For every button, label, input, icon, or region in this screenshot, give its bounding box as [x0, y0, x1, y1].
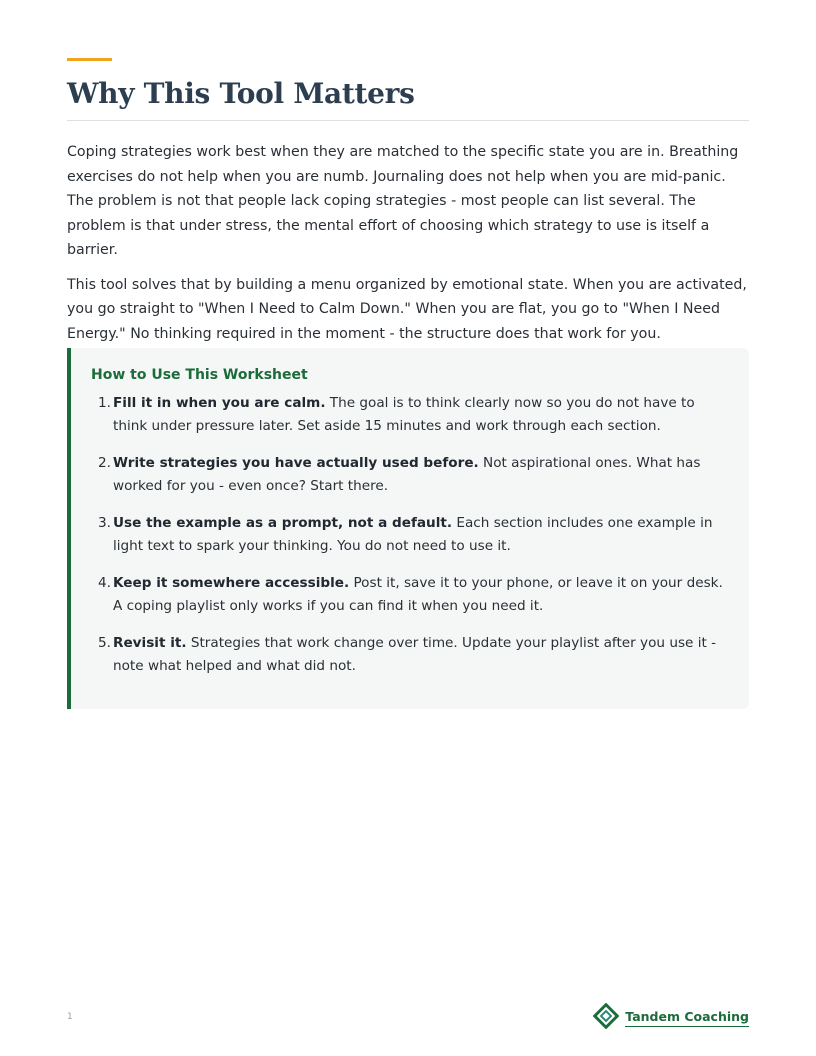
step-number: 3.	[98, 515, 111, 531]
step-text: Strategies that work change over time. Update your playlist after you use it - note what helped and what did not.	[113, 635, 717, 674]
step-content	[113, 572, 731, 618]
list-item	[91, 632, 731, 678]
step-text: Each section includes one example in light text to spark your thinking. You do not need to use it.	[113, 515, 713, 554]
diamond-logo-icon	[593, 1003, 619, 1033]
step-number: 2.	[98, 455, 111, 471]
page-number: 1	[67, 1012, 73, 1022]
list-item	[91, 512, 731, 558]
step-heading: Use the example as a prompt, not a default.	[113, 515, 453, 531]
list-item	[91, 392, 731, 438]
step-number: 1.	[98, 395, 111, 411]
intro-section	[67, 140, 749, 356]
intro-paragraph: This tool solves that by building a menu organized by emotional state. When you are activated, you go straight to "When I Need to Calm Down." When you are flat, you go to "When I Need Energy." No thinking required in the moment - the structure does that work for you.	[67, 276, 747, 342]
list-item	[91, 452, 731, 498]
callout-title: How to Use This Worksheet	[91, 367, 308, 383]
step-content	[113, 512, 731, 558]
step-heading: Keep it somewhere accessible.	[113, 575, 350, 591]
page-title: Why This Tool Matters	[67, 77, 415, 110]
instructions-callout	[67, 348, 749, 709]
brand-name: Tandem Coaching	[625, 1009, 749, 1027]
instructions-list	[91, 392, 731, 692]
intro-paragraph: Coping strategies work best when they are matched to the specific state you are in. Breathing exercises do not help when you are numb. Journaling does not help when you are mid-panic. The problem is not that people lack coping strategies - most people can list several. The problem is that under stress, the mental effort of choosing which strategy to use is itself a barrier.	[67, 144, 739, 258]
title-divider	[67, 120, 749, 121]
step-text: The goal is to think clearly now so you do not have to think under pressure later. Set aside 15 minutes and work through each section.	[113, 395, 695, 434]
step-heading: Revisit it.	[113, 635, 187, 651]
step-heading: Write strategies you have actually used before.	[113, 455, 479, 471]
step-heading: Fill it in when you are calm.	[113, 395, 326, 411]
step-number: 5.	[98, 635, 111, 651]
step-content	[113, 632, 731, 678]
step-text: Not aspirational ones. What has worked for you - even once? Start there.	[113, 455, 701, 494]
list-item	[91, 572, 731, 618]
title-accent-bar	[67, 58, 112, 61]
brand-logo	[593, 1003, 749, 1033]
step-content	[113, 392, 731, 438]
step-content	[113, 452, 731, 498]
step-text: Post it, save it to your phone, or leave it on your desk. A coping playlist only works if you can find it when you need it.	[113, 575, 723, 614]
step-number: 4.	[98, 575, 111, 591]
